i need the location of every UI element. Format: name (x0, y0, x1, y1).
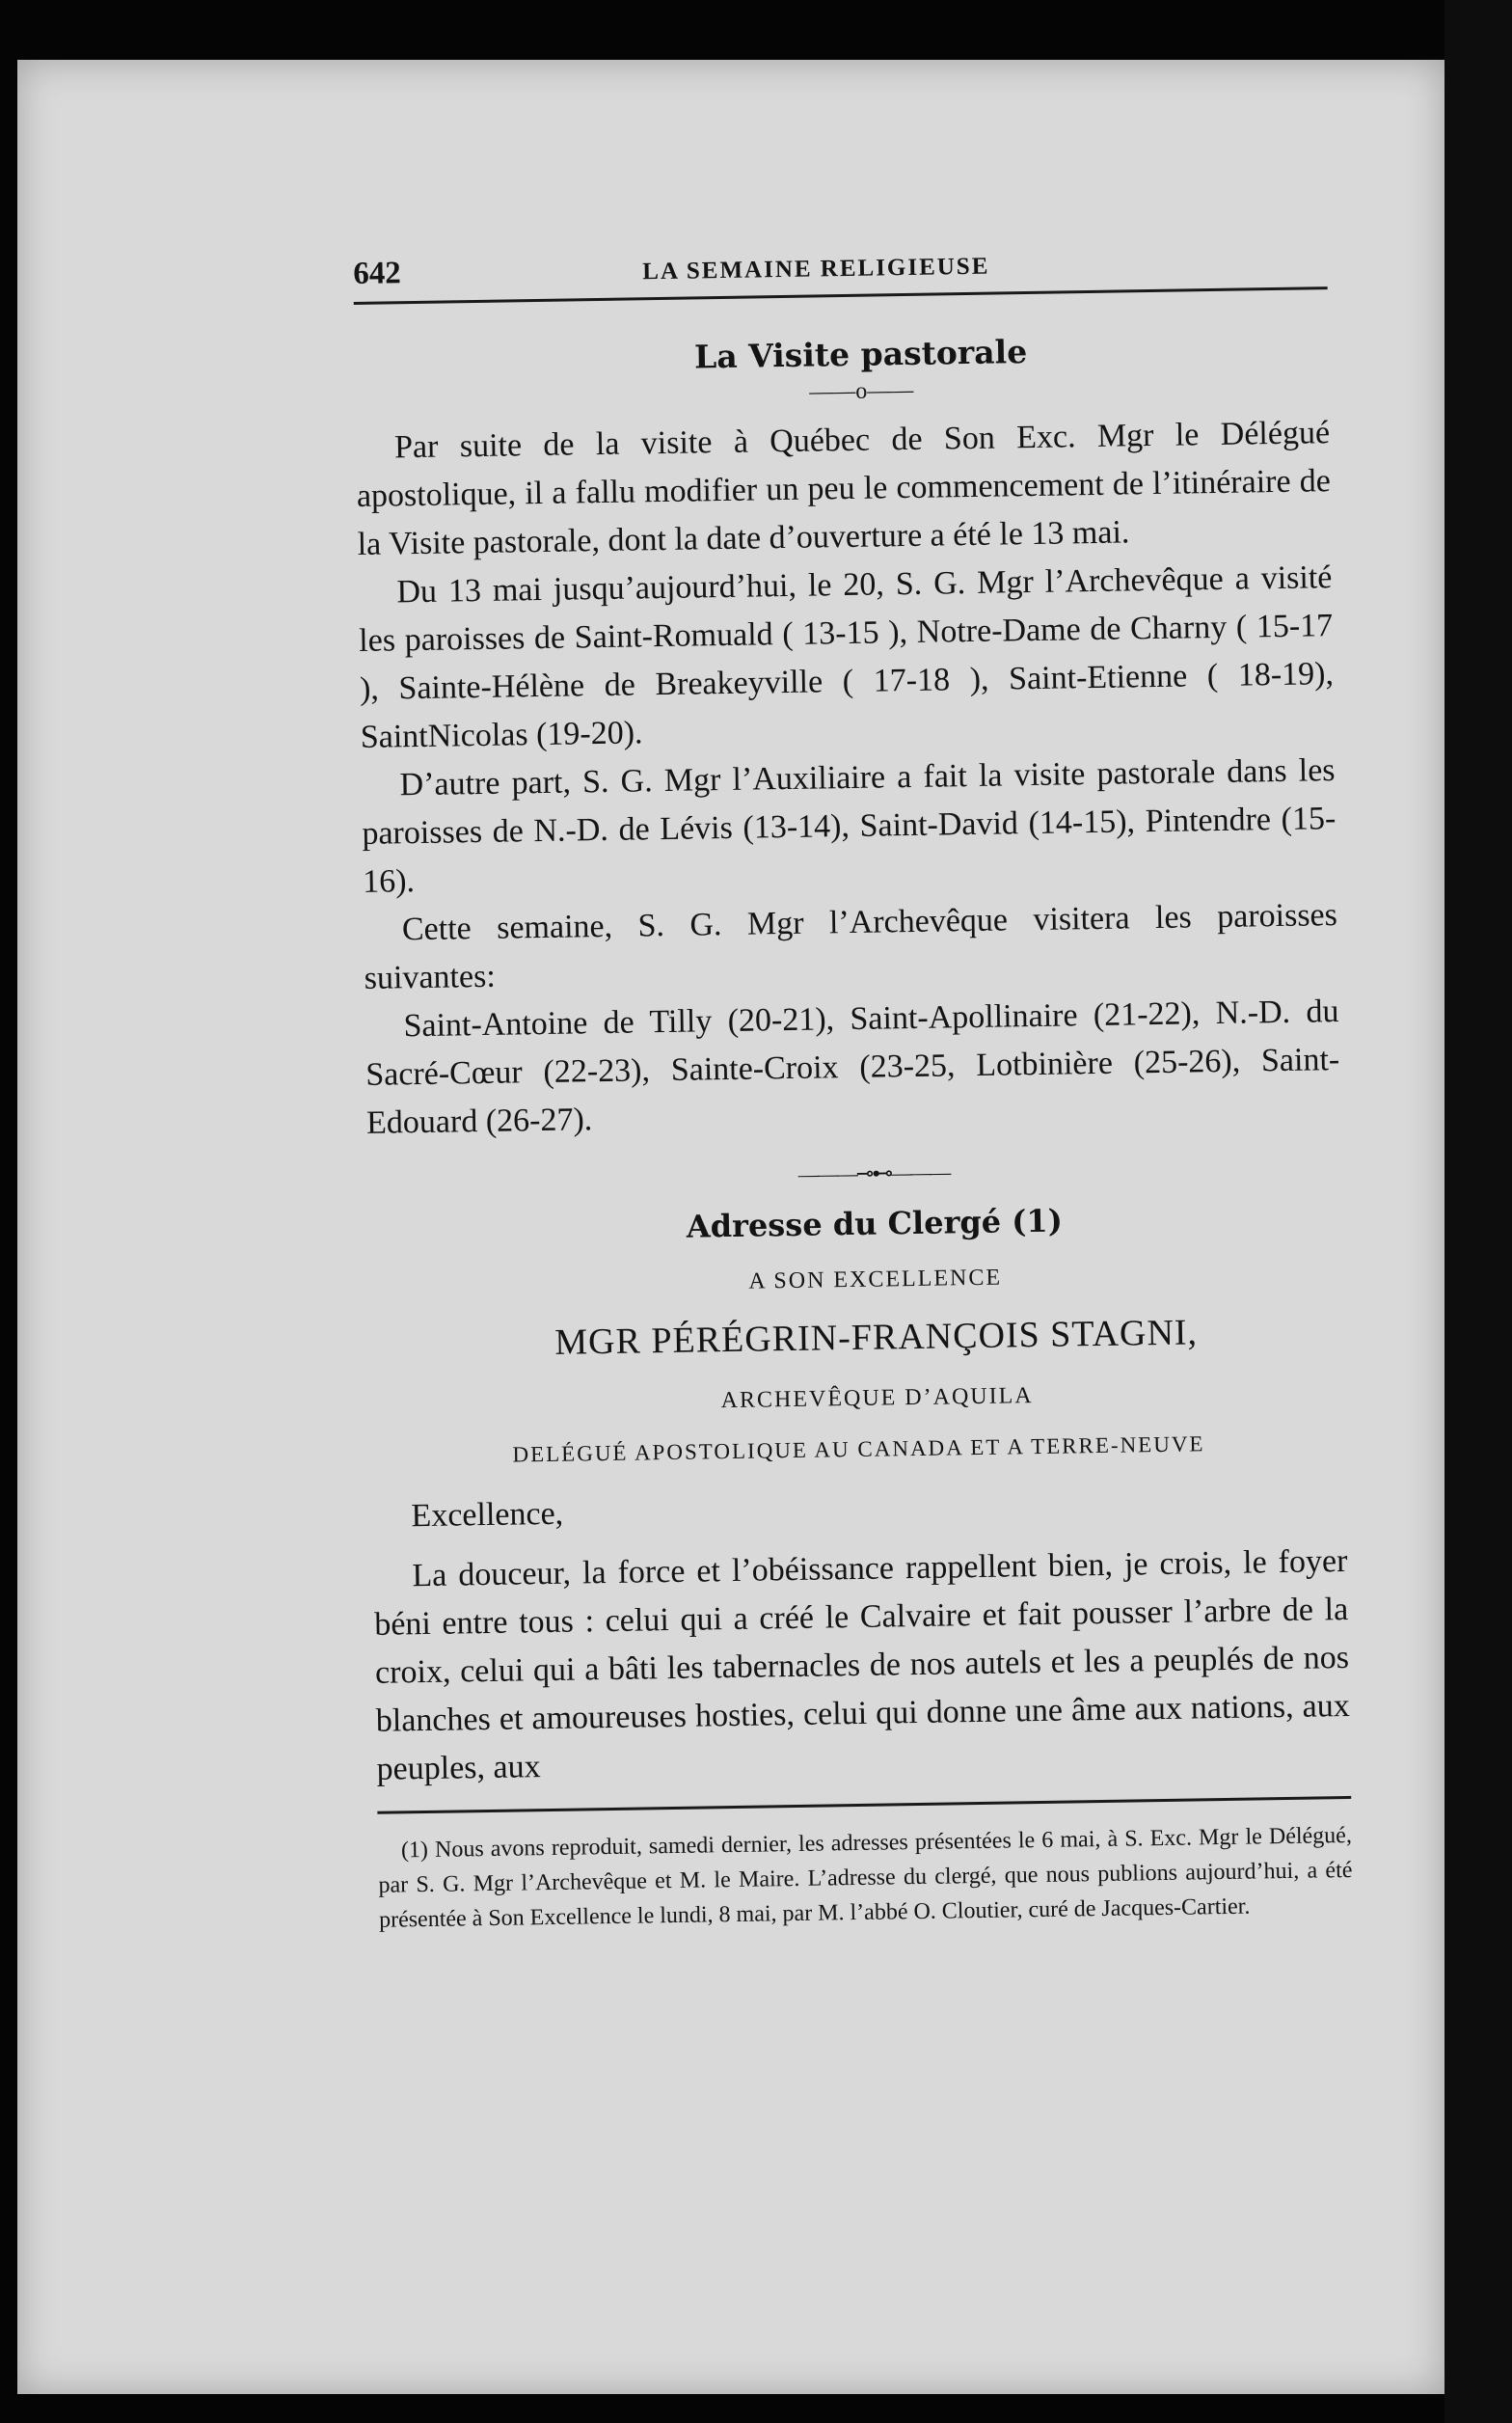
running-title: LA SEMAINE RELIGIEUSE (642, 253, 990, 286)
address-name: MGR PÉRÉGRIN-FRANÇOIS STAGNI, (554, 1312, 1199, 1363)
footnote (378, 1818, 1354, 1938)
section-title-adresse: Adresse du Clergé (1) (686, 1202, 1064, 1245)
address-line-archeveque: ARCHEVÊQUE D’AQUILA (720, 1383, 1034, 1414)
paragraph-visite-list: Saint-Antoine de Tilly (20-21), Saint-Apollinaire (21-22), N.-D. du Sacré-Cœur (22-23), Sainte-Croix (23-25, Lotbinière (25-26), Saint-Edouard (26-27). (365, 994, 1340, 1141)
salutation: Excellence, (411, 1495, 564, 1535)
page-content (353, 241, 1353, 1938)
scan-border (1444, 0, 1512, 2423)
paragraph-visite-1: Par suite de la visite à Québec de Son Exc. Mgr le Délégué apostolique, il a fallu modifier un peu le commencement de l’itinéraire de la Visite pastorale, dont la date d’ouverture a été le 13 mai. (356, 415, 1332, 562)
footnote-rule (377, 1796, 1351, 1814)
address-line-excellence: A SON EXCELLENCE (748, 1265, 1003, 1294)
paragraph-visite-4: Cette semaine, S. G. Mgr l’Archevêque visitera les paroisses suivantes: (364, 897, 1338, 996)
address-line-delegue: DELÉGUÉ APOSTOLIQUE AU CANADA ET A TERRE-NEUVE (512, 1431, 1205, 1467)
ornament-divider: ———⊸⊷——— (797, 1159, 950, 1186)
paragraph-visite-3: D’autre part, S. G. Mgr l’Auxiliaire a fait la visite pastorale dans les paroisses de N.-D. de Lévis (13-14), Saint-David (14-15), Pintendre (15-16). (362, 752, 1336, 900)
footnote-text: (1) Nous avons reproduit, samedi dernier, les adresses présentées le 6 mai, à S. Exc. Mgr le Délégué, par S. G. Mgr l’Archevêque et M. le Maire. L’adresse du clergé, que nous publions aujourd’hui, a été présentée à Son Excellence le lundi, 8 mai, par M. l’abbé O. Cloutier, curé de Jacques-Cartier. (378, 1822, 1353, 1933)
paragraph-adresse: La douceur, la force et l’obéissance rappellent bien, je crois, le foyer béni entre tous : celui qui a créé le Calvaire et fait pousser l’arbre de la croix, celui qui a bâti les tabernacles de nos autels et les a peuplés de nos blanches et amoureuses hosties, celui qui donne une âme aux nations, aux peuples, aux (373, 1542, 1351, 1787)
small-divider: ——o—— (809, 377, 914, 405)
section-title-visite: La Visite pastorale (693, 333, 1028, 376)
paragraph-visite-2: Du 13 mai jusqu’aujourd’hui, le 20, S. G. Mgr l’Archevêque a visité les paroisses de Saint-Romuald ( 13-15 ), Notre-Dame de Charny ( 15-17 ), Sainte-Hélène de Breakeyville ( 17-18 ), Saint-Etienne ( 18-19), SaintNicolas (19-20). (358, 559, 1335, 755)
page-number: 642 (353, 256, 402, 291)
